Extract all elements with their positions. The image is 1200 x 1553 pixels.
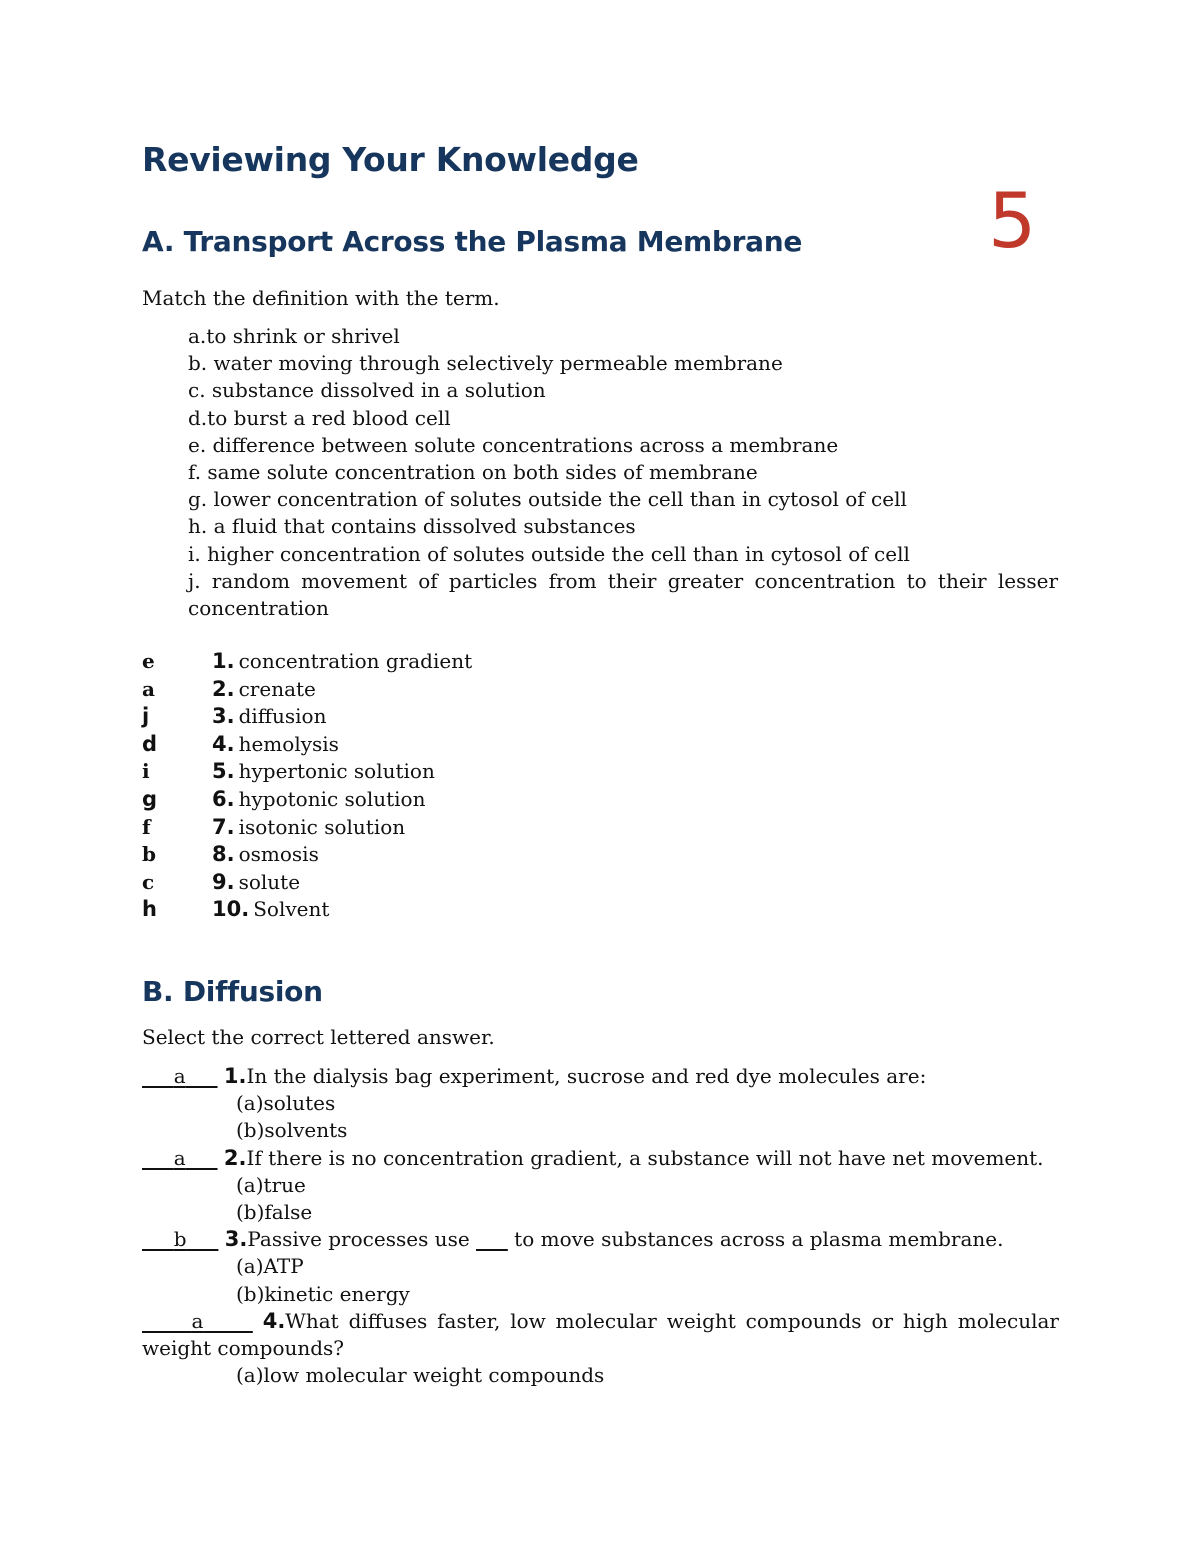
answer-option: (a)low molecular weight compounds — [236, 1363, 605, 1388]
answer-letter[interactable]: a — [191, 1308, 204, 1333]
match-term: hemolysis — [238, 731, 339, 756]
match-answer[interactable]: g — [142, 786, 158, 811]
page-title: Reviewing Your Knowledge — [142, 140, 639, 179]
match-row — [142, 676, 842, 704]
question-text-cont: to move substances across a plasma membrane. — [507, 1227, 1004, 1252]
match-answer[interactable]: c — [142, 869, 155, 894]
match-number: 6. — [212, 786, 235, 811]
match-answer[interactable]: e — [142, 649, 155, 673]
match-row — [142, 731, 842, 759]
definition-item: g. lower concentration of solutes outside the cell than in cytosol of cell — [188, 487, 907, 512]
inline-blank — [476, 1227, 508, 1251]
match-row — [142, 896, 842, 924]
definition-item: j. random movement of particles from their greater concentration to their lesser concentration — [188, 568, 1058, 621]
match-number: 1. — [212, 649, 235, 673]
match-row — [142, 786, 842, 814]
section-a-instruction: Match the definition with the term. — [142, 286, 500, 310]
match-term: concentration gradient — [238, 649, 473, 673]
match-number: 2. — [212, 676, 235, 701]
match-row — [142, 703, 842, 731]
match-term: diffusion — [238, 704, 327, 729]
match-term: crenate — [238, 676, 316, 701]
question — [142, 1063, 1059, 1090]
match-row — [142, 841, 842, 869]
question-list — [142, 1063, 1059, 1389]
section-b-instruction: Select the correct lettered answer. — [142, 1025, 495, 1049]
match-number: 3. — [212, 704, 235, 729]
answer-blank[interactable] — [142, 1146, 218, 1170]
match-row — [142, 869, 842, 897]
match-term: isotonic solution — [238, 814, 406, 839]
match-term: hypertonic solution — [238, 759, 435, 784]
match-answer[interactable]: a — [142, 676, 155, 701]
question-text: In the dialysis bag experiment, sucrose and red dye molecules are: — [246, 1064, 927, 1088]
question-number: 1. — [223, 1064, 247, 1088]
question-text: What diffuses faster, low molecular weight compounds or high molecular weight compounds? — [142, 1308, 1059, 1361]
match-answer[interactable]: d — [142, 731, 158, 756]
definition-item: h. a fluid that contains dissolved substances — [188, 514, 636, 539]
match-row — [142, 814, 842, 842]
chapter-number: 5 — [988, 176, 1037, 265]
match-number: 7. — [212, 814, 235, 839]
answer-letter[interactable]: a — [173, 1064, 186, 1088]
match-term: solute — [238, 869, 301, 894]
definition-item: a.to shrink or shrivel — [188, 324, 400, 348]
match-answer[interactable]: i — [142, 759, 150, 784]
definition-item: e. difference between solute concentrations across a membrane — [188, 432, 839, 457]
match-term: Solvent — [253, 897, 330, 922]
match-number: 9. — [212, 869, 235, 894]
match-row — [142, 758, 842, 786]
definition-list — [188, 323, 1058, 622]
question — [142, 1145, 1059, 1172]
question-text: Passive processes use — [247, 1227, 477, 1252]
question-number: 3. — [224, 1227, 248, 1252]
answer-option: (a)ATP — [236, 1254, 304, 1279]
definition-item: d.to burst a red blood cell — [188, 405, 451, 430]
answer-blank[interactable] — [142, 1309, 253, 1333]
definition-item: c. substance dissolved in a solution — [188, 378, 546, 403]
definition-item: i. higher concentration of solutes outside the cell than in cytosol of cell — [188, 541, 910, 566]
answer-letter[interactable]: b — [173, 1227, 187, 1252]
question-text: If there is no concentration gradient, a substance will not have net movement. — [246, 1145, 1044, 1170]
match-answer[interactable]: b — [142, 842, 156, 867]
section-b-heading: B. Diffusion — [142, 975, 323, 1008]
matching-list — [142, 648, 842, 924]
match-number: 10. — [212, 897, 250, 922]
question — [142, 1226, 1059, 1253]
match-answer[interactable]: j — [142, 704, 150, 729]
answer-option: (b)solvents — [236, 1118, 348, 1143]
match-number: 4. — [212, 731, 235, 756]
definition-item: f. same solute concentration on both sides of membrane — [188, 460, 758, 485]
answer-blank[interactable] — [142, 1064, 218, 1088]
answer-option: (a)solutes — [236, 1091, 336, 1116]
match-answer[interactable]: h — [142, 897, 157, 922]
question-number: 4. — [262, 1308, 286, 1333]
match-answer[interactable]: f — [142, 814, 151, 839]
question-number: 2. — [223, 1145, 247, 1170]
match-term: osmosis — [238, 842, 319, 867]
question — [142, 1308, 1059, 1362]
match-number: 8. — [212, 842, 235, 867]
answer-option: (b)false — [236, 1200, 313, 1225]
definition-item: b. water moving through selectively permeable membrane — [188, 351, 783, 376]
section-a-heading: A. Transport Across the Plasma Membrane — [142, 225, 803, 258]
answer-letter[interactable]: a — [173, 1145, 186, 1170]
answer-option: (a)true — [236, 1172, 306, 1197]
match-number: 5. — [212, 759, 235, 784]
match-row — [142, 648, 842, 676]
answer-blank[interactable] — [142, 1227, 218, 1251]
match-term: hypotonic solution — [238, 786, 426, 811]
answer-option: (b)kinetic energy — [236, 1281, 410, 1306]
